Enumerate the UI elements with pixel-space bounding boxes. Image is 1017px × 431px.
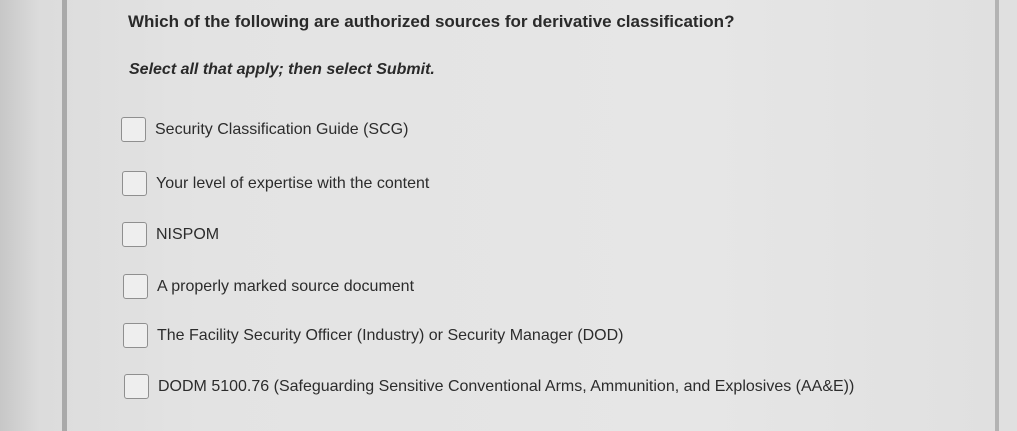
option-label: A properly marked source document	[157, 277, 415, 295]
option-expertise[interactable]	[122, 171, 429, 196]
option-label: DODM 5100.76 (Safeguarding Sensitive Conventional Arms, Ammunition, and Explosives (AA&E))	[158, 377, 855, 395]
checkbox[interactable]	[123, 323, 148, 348]
checkbox[interactable]	[124, 374, 149, 399]
checkbox[interactable]	[122, 171, 147, 196]
checkbox[interactable]	[123, 274, 148, 299]
checkbox[interactable]	[122, 222, 147, 247]
option-scg[interactable]	[121, 117, 408, 142]
option-label: The Facility Security Officer (Industry) or Security Manager (DOD)	[157, 326, 624, 344]
left-divider	[62, 0, 67, 431]
option-label: NISPOM	[156, 225, 220, 243]
option-fso[interactable]	[123, 323, 624, 348]
option-label: Security Classification Guide (SCG)	[155, 120, 409, 138]
checkbox[interactable]	[121, 117, 146, 142]
question-text: Which of the following are authorized sources for derivative classification?	[128, 12, 735, 31]
right-divider	[995, 0, 999, 431]
option-dodm[interactable]	[124, 374, 854, 399]
option-source-document[interactable]	[123, 274, 414, 299]
option-label: Your level of expertise with the content	[156, 174, 430, 192]
option-nispom[interactable]	[122, 222, 219, 247]
instruction-text: Select all that apply; then select Submit.	[129, 61, 435, 78]
